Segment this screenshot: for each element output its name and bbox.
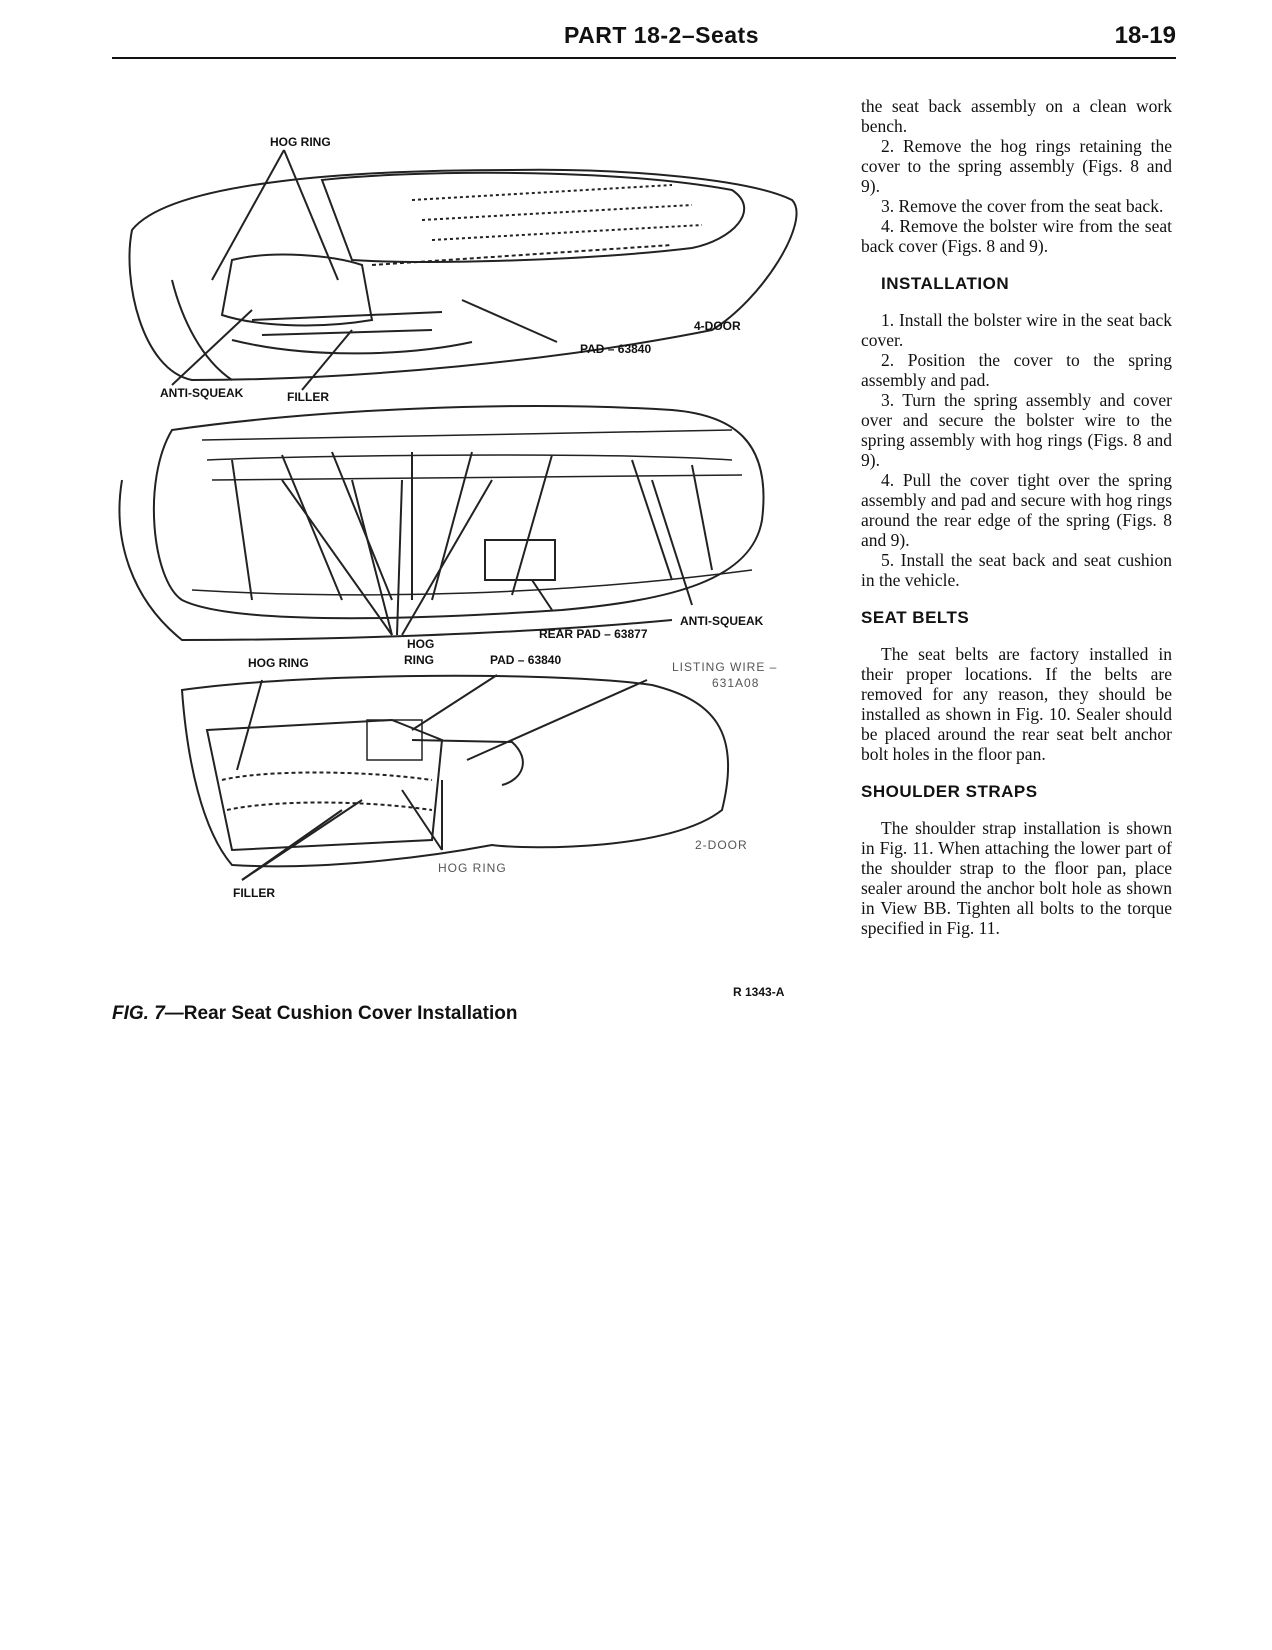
removal-step-2: 2. Remove the hog rings retaining the cover to the spring assembly (Figs. 8 and 9). bbox=[861, 136, 1172, 196]
removal-step-3: 3. Remove the cover from the seat back. bbox=[881, 196, 1164, 216]
label-hog-ring-left: HOG RING bbox=[248, 656, 309, 670]
label-anti-squeak-right: ANTI-SQUEAK bbox=[680, 614, 764, 628]
page-number: 18-19 bbox=[1114, 22, 1176, 49]
installation-step-2: 2. Position the cover to the spring assembly and pad. bbox=[861, 350, 1172, 390]
installation-step-3: 3. Turn the spring assembly and cover over and secure the bolster wire to the spring assembly with hog rings (Figs. 8 and 9). bbox=[861, 390, 1172, 470]
figure-caption bbox=[112, 1003, 517, 1025]
text-column bbox=[861, 96, 1172, 938]
figure-code: R 1343-A bbox=[733, 985, 785, 999]
figure-seat-cushion bbox=[112, 80, 832, 1020]
page-header-title: PART 18-2–Seats bbox=[564, 22, 759, 48]
installation-step-1: 1. Install the bolster wire in the seat back cover. bbox=[861, 310, 1172, 350]
paragraph-continuation: the seat back assembly on a clean work bench. bbox=[861, 96, 1172, 136]
heading-installation: INSTALLATION bbox=[881, 274, 1010, 293]
heading-seat-belts: SEAT BELTS bbox=[861, 608, 970, 627]
figure-caption-text: Rear Seat Cushion Cover Installation bbox=[183, 1003, 518, 1024]
label-rear-pad: REAR PAD – 63877 bbox=[539, 627, 648, 641]
label-2-door: 2-DOOR bbox=[695, 838, 748, 852]
label-filler-bottom: FILLER bbox=[233, 886, 275, 900]
label-pad-bottom: PAD – 63840 bbox=[490, 653, 562, 667]
shoulder-straps-text: The shoulder strap installation is shown in Fig. 11. When attaching the lower part of the shoulder strap to the floor pan, place sealer around the anchor bolt hole as shown in View BB. Tighten all bolts to the torque specified in Fig. 11. bbox=[861, 818, 1172, 938]
label-hog-ring-top: HOG RING bbox=[270, 135, 331, 149]
label-hog-mid: HOG bbox=[407, 637, 435, 651]
label-4-door: 4-DOOR bbox=[694, 319, 741, 333]
figure-caption-prefix: FIG. 7— bbox=[112, 1003, 184, 1024]
label-filler-top: FILLER bbox=[287, 390, 329, 404]
installation-step-5: 5. Install the seat back and seat cushion in the vehicle. bbox=[861, 550, 1172, 590]
label-listing-wire-number: 631A08 bbox=[712, 676, 760, 690]
label-anti-squeak-left: ANTI-SQUEAK bbox=[160, 386, 244, 400]
seat-belts-text: The seat belts are factory installed in their proper locations. If the belts are removed for any reason, they should be installed as shown in Fig. 10. Sealer should be placed around the rear seat belt anchor bolt holes in the floor pan. bbox=[861, 644, 1172, 764]
installation-step-4: 4. Pull the cover tight over the spring assembly and pad and secure with hog rings around the rear edge of the spring (Figs. 8 and 9). bbox=[861, 470, 1172, 550]
heading-shoulder-straps: SHOULDER STRAPS bbox=[861, 782, 1038, 801]
label-listing-wire: LISTING WIRE – bbox=[672, 660, 778, 674]
label-pad-top: PAD – 63840 bbox=[580, 342, 652, 356]
label-hog-ring-bottom: HOG RING bbox=[438, 861, 507, 875]
label-ring-mid: RING bbox=[404, 653, 434, 667]
removal-step-4: 4. Remove the bolster wire from the seat back cover (Figs. 8 and 9). bbox=[861, 216, 1172, 256]
header-rule bbox=[112, 57, 1176, 59]
